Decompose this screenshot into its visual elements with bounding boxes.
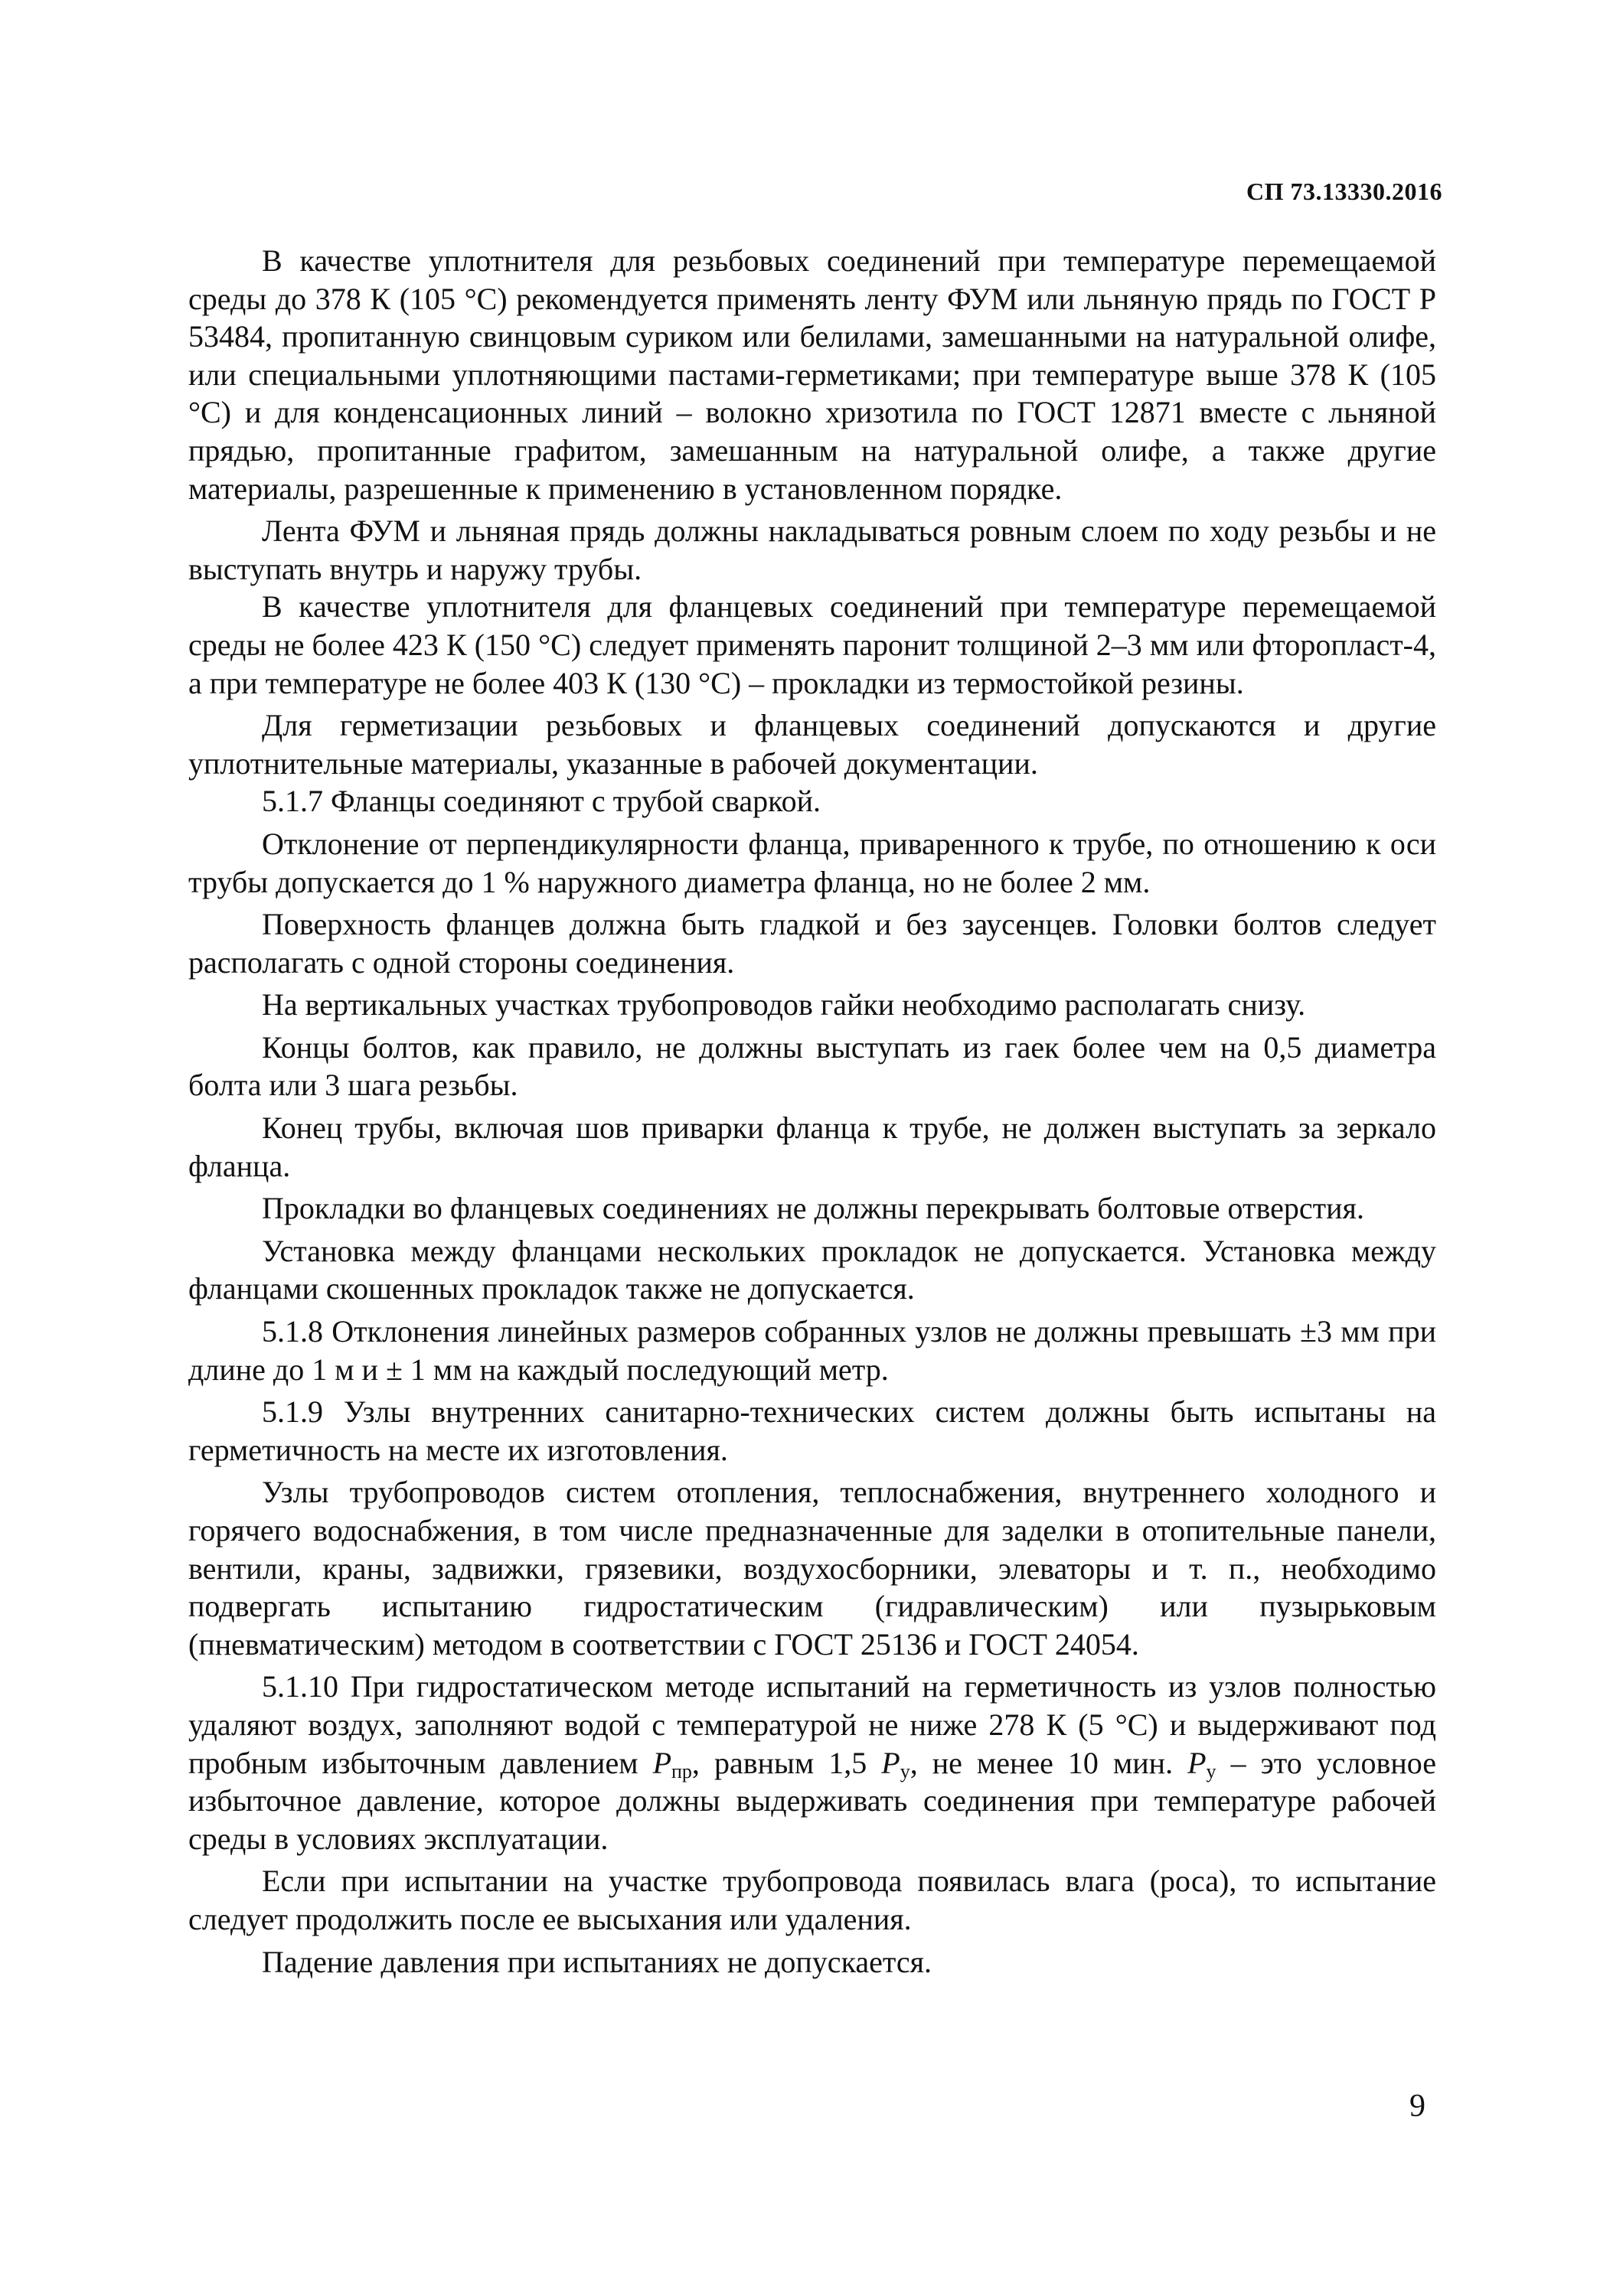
paragraph-other-materials: Для герметизации резьбовых и фланцевых соединений допускаются и другие уплотнительные материалы, указанные в рабочей документации.	[188, 708, 1436, 781]
paragraph-perpendicularity: Отклонение от перпендикулярности фланца, приваренного к трубе, по отношению к оси трубы допускается до 1 % наружного диаметра фланца, но не более 2 мм.	[188, 826, 1436, 899]
paragraph-pressure-drop: Падение давления при испытаниях не допускается.	[262, 1944, 932, 1979]
paragraph-sealant-threaded: В качестве уплотнителя для резьбовых соединений при температуре перемещаемой среды до 378 К (105 °С) рекомендуется применять ленту ФУМ или льняную прядь по ГОСТ Р 53484, пропитанную свинцовым суриком или белилами, замешанными на натуральной олифе, или специальными уплотняющими пастами-герметиками; при температуре выше 378 К (105 °С) и для конденсационных линий – волокно хризотила по ГОСТ 12871 вместе с льняной прядью, пропитанные графитом, замешанным на натуральной олифе, а также другие материалы, разрешенные к применению в установленном порядке.	[188, 243, 1436, 506]
paragraph-vertical-nuts: На вертикальных участках трубопроводов гайки необходимо располагать снизу.	[262, 987, 1306, 1022]
paragraph-5-1-7: 5.1.7 Фланцы соединяют с трубой сваркой.	[262, 784, 821, 819]
paragraph-flange-surface: Поверхность фланцев должна быть гладкой и без заусенцев. Головки болтов следует располагать с одной стороны соединения.	[188, 907, 1436, 980]
paragraph-bolt-ends: Концы болтов, как правило, не должны выступать из гаек более чем на 0,5 диаметра болта или 3 шага резьбы.	[188, 1029, 1436, 1103]
paragraph-gasket-installation: Установка между фланцами нескольких прокладок не допускается. Установка между фланцами скошенных прокладок также не допускается.	[188, 1233, 1436, 1306]
body-text	[188, 242, 1436, 1985]
paragraph-pipe-end: Конец трубы, включая шов приварки фланца к трубе, не должен выступать за зеркало фланца.	[188, 1110, 1436, 1183]
paragraph-5-1-10: 5.1.10 При гидростатическом методе испытаний на герметичность из узлов полностью удаляют воздух, заполняют водой с температурой не ниже 278 К (5 °С) и выдерживают под пробным избыточным давлением $P_{пр}$, равным 1,5 $P_у$, не менее 10 мин. $P_у$ – это условное избыточное давление, которое должны выдерживать соединения при температуре рабочей среды в условиях эксплуатации.	[188, 1669, 1437, 1856]
paragraph-gaskets: Прокладки во фланцевых соединениях не должны перекрывать болтовые отверстия.	[262, 1191, 1364, 1226]
paragraph-sealant-flange: В качестве уплотнителя для фланцевых соединений при температуре перемещаемой среды не более 423 К (150 °С) следует применять паронит толщиной 2–3 мм или фторопласт-4, а при температуре не более 403 К (130 °С) – прокладки из термостойкой резины.	[188, 589, 1436, 700]
paragraph-5-1-8: 5.1.8 Отклонения линейных размеров собранных узлов не должны превышать ±3 мм при длине до 1 м и ± 1 мм на каждый последующий метр.	[188, 1314, 1436, 1387]
paragraph-fum-tape: Лента ФУМ и льняная прядь должны накладываться ровным слоем по ходу резьбы и не выступать внутрь и наружу трубы.	[188, 514, 1436, 586]
page-number: 9	[1409, 2089, 1425, 2124]
paragraph-5-1-9: 5.1.9 Узлы внутренних санитарно-технических систем должны быть испытаны на герметичность на месте их изготовления.	[188, 1394, 1436, 1467]
paragraph-pipeline-units: Узлы трубопроводов систем отопления, теплоснабжения, внутреннего холодного и горячего водоснабжения, в том числе предназначенные для заделки в отопительные панели, вентили, краны, задвижки, грязевики, воздухосборники, элеваторы и т. п., необходимо подвергать испытанию гидростатическим (гидравлическим) или пузырьковым (пневматическим) методом в соответствии с ГОСТ 25136 и ГОСТ 24054.	[188, 1475, 1436, 1662]
paragraph-moisture: Если при испытании на участке трубопровода появилась влага (роса), то испытание следует продолжить после ее высыхания или удаления.	[188, 1864, 1436, 1936]
document-code: СП 73.13330.2016	[1246, 178, 1442, 205]
